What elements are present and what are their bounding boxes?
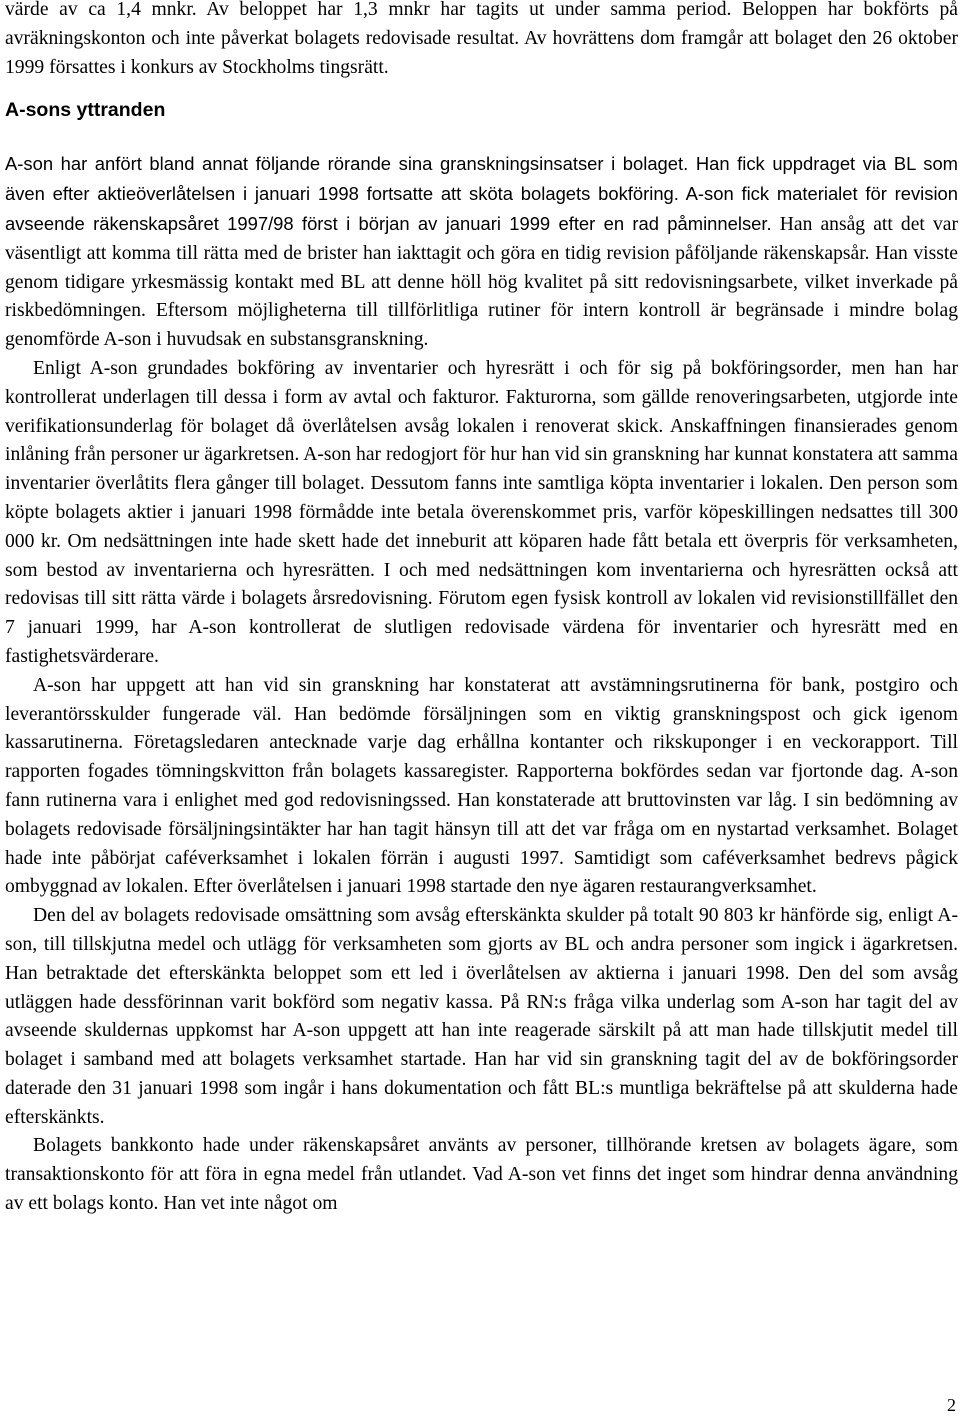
- intro-paragraph: värde av ca 1,4 mnkr. Av beloppet har 1,3 mnkr har tagits ut under samma period. Beloppen har bokförts på avräkningskonton och inte påverkat bolagets redovisade resultat. Av hovrättens dom framgår att bolaget den 26 oktober 1999 försattes i konkurs av Stockholms tingsrätt.: [5, 0, 958, 78]
- document-page: [5, 0, 958, 1219]
- paragraph-granskningsinsatser: [5, 150, 958, 355]
- paragraph-efterskankta-skulder: Den del av bolagets redovisade omsättning som avsåg efterskänkta skulder på totalt 90 803 kr hänförde sig, enligt A-son, till tillskjutna medel och utlägg för verksamheten som gjorts av BL och andra personer som ingick i ägarkretsen. Han betraktade det efterskänkta beloppet som ett led i överlåtelsen av aktierna i januari 1998. Den del som avsåg utläggen hade dessförinnan varit bokförd som negativ kassa. På RN:s fråga vilka underlag som A-son har tagit del av avseende skuldernas uppkomst har A-son uppgett att han inte reagerade särskilt på att man hade tillskjutit medel till bolaget i samband med att bolagets verksamhet startade. Han har vid sin granskning tagit del av de bokföringsorder daterade den 31 januari 1998 som ingår i hans dokumentation och fått BL:s muntliga bekräftelse på att skulderna hade efterskänkts.: [5, 905, 958, 1128]
- section-heading: A-sons yttranden: [5, 99, 166, 122]
- paragraph-avstamningsrutiner: A-son har uppgett att han vid sin granskning har konstaterat att avstämningsrutinerna för bank, postgiro och leverantörsskulder fungerade väl. Han bedömde försäljningen som en viktig granskningspost och gick igenom kassarutinerna. Företagsledaren antecknade varje dag erhållna kontanter och rikskuponger i en veckorapport. Till rapporten fogades tömningskvitton från bolagets kassaregister. Rapporterna bokfördes sedan var fjortonde dag. A-son fann rutinerna vara i enlighet med god redovisningssed. Han konstaterade att bruttovinsten var låg. I sin bedömning av bolagets redovisade försäljningsintäkter har han tagit hänsyn till att det var fråga om en nystartad verksamhet. Bolaget hade inte påbörjat caféverksamhet i lokalen förrän i augusti 1997. Samtidigt som caféverksamhet bedrevs pågick ombyggnad av lokalen. Efter överlåtelsen i januari 1998 startade den nye ägaren restaurangverksamhet.: [5, 674, 958, 898]
- paragraph-granskningsinsatser-serif-part: Han ansåg att det var väsentligt att komma till rätta med de brister han iakttagit och göra en tidig revision påföljande räkenskapsår. Han visste genom tidigare yrkesmässig kontakt med BL att denne höll hög kvalitet på sitt redovisningsarbete, vilket inverkade på riskbedömningen. Eftersom möjligheterna till tillförlitliga rutiner för intern kontroll är begränsade i mindre bolag genomförde A-son i huvudsak en substansgranskning.: [5, 213, 958, 351]
- paragraph-granskningsinsatser-sans-part: A-son har anfört bland annat följande rörande sina granskningsinsatser i bolaget. Han fick uppdraget via BL som även efter aktieöverlåtelsen i januari 1998 fortsatte att sköta bolagets bokföring. A-son fick materialet för revision avseende räkenskapsåret 1997/98 först i början av januari 1999 efter en rad påminnelser.: [5, 153, 958, 234]
- paragraph-bankkonto: Bolagets bankkonto hade under räkenskapsåret använts av personer, tillhörande kretsen av bolagets ägare, som transaktionskonto för att föra in egna medel från utlandet. Vad A-son vet finns det inget som hindrar denna användning av ett bolags konto. Han vet inte något om: [5, 1135, 958, 1215]
- paragraph-inventarier: Enligt A-son grundades bokföring av inventarier och hyresrätt i och för sig på bokföringsorder, men han har kontrollerat underlagen till dessa i form av avtal och fakturor. Fakturorna, som gällde renoveringsarbeten, utgjorde inte verifikationsunderlag för bolaget då överlåtelsen avsåg lokalen i renoverat skick. Anskaffningen finansierades genom inlåning från personer ur ägarkretsen. A-son har redogjort för hur han vid sin granskning har kunnat konstatera att samma inventarier överlåtits flera gånger till bolaget. Dessutom fanns inte samtliga köpta inventarier i lokalen. Den person som köpte bolagets aktier i januari 1998 förmådde inte betala överenskommet pris, varför köpeskillingen nedsattes till 300 000 kr. Om nedsättningen inte hade skett hade det inneburit att köparen hade fått betala ett överpris för verksamheten, som bestod av inventarierna och hyresrätten. I och med nedsättningen kom inventarierna och hyresrätten också att redovisas till sitt rätta värde i bolagets årsredovisning. Förutom egen fysisk kontroll av lokalen vid revisionstillfället den 7 januari 1999, har A-son kontrollerat de slutligen redovisade värdena för inventarier och hyresrätt med en fastighetsvärderare.: [5, 357, 958, 667]
- page-number: 2: [947, 1395, 956, 1415]
